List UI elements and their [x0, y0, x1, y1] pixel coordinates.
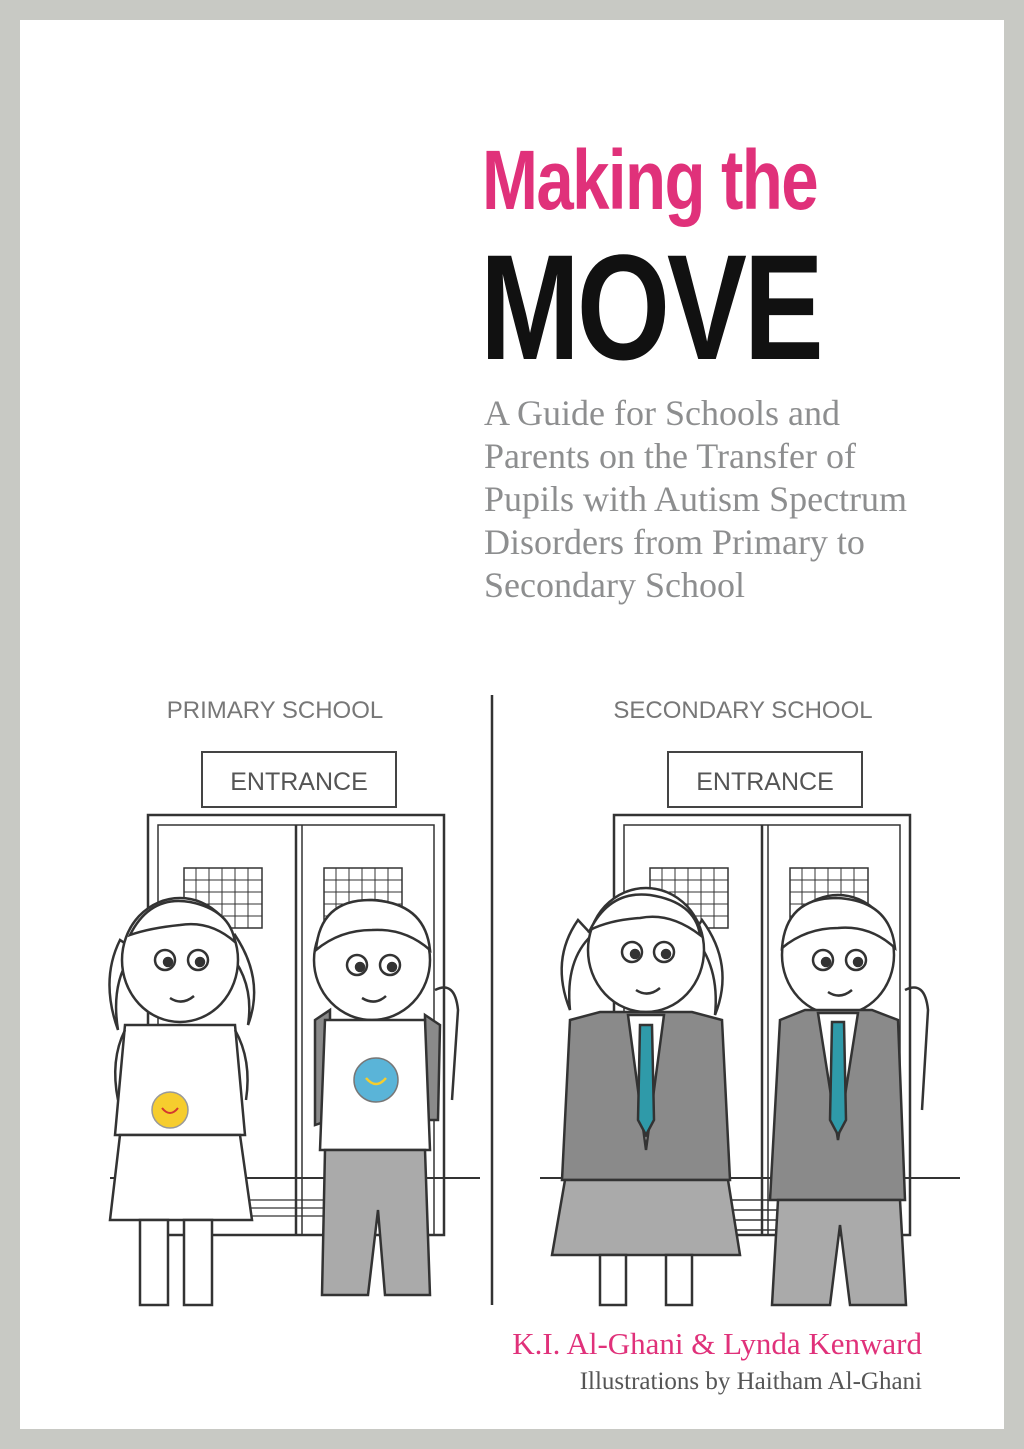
primary-girl	[109, 898, 254, 1305]
secondary-boy	[770, 895, 928, 1305]
primary-entrance-sign	[202, 752, 396, 807]
title-line-1: Making the	[482, 133, 817, 227]
title-line-2: MOVE	[480, 223, 821, 391]
school-illustration	[80, 680, 980, 1320]
subtitle-line: Parents on the Transfer of	[484, 436, 856, 476]
illustrator-credit: Illustrations by Haitham Al-Ghani	[579, 1368, 922, 1395]
primary-school-label: PRIMARY SCHOOL	[166, 697, 384, 724]
secondary-entrance-sign	[668, 752, 862, 807]
primary-entrance-sign-text: ENTRANCE	[230, 768, 368, 796]
secondary-entrance-sign-text: ENTRANCE	[696, 768, 834, 796]
secondary-girl	[552, 888, 740, 1305]
subtitle	[484, 392, 984, 607]
subtitle-line: A Guide for Schools and	[484, 393, 840, 433]
subtitle-line: Pupils with Autism Spectrum	[484, 479, 908, 519]
book-cover	[20, 20, 1004, 1429]
subtitle-line: Disorders from Primary to	[484, 522, 865, 562]
authors: K.I. Al-Ghani & Lynda Kenward	[512, 1326, 922, 1361]
secondary-school-label: SECONDARY SCHOOL	[613, 697, 873, 724]
subtitle-line: Secondary School	[484, 565, 745, 605]
